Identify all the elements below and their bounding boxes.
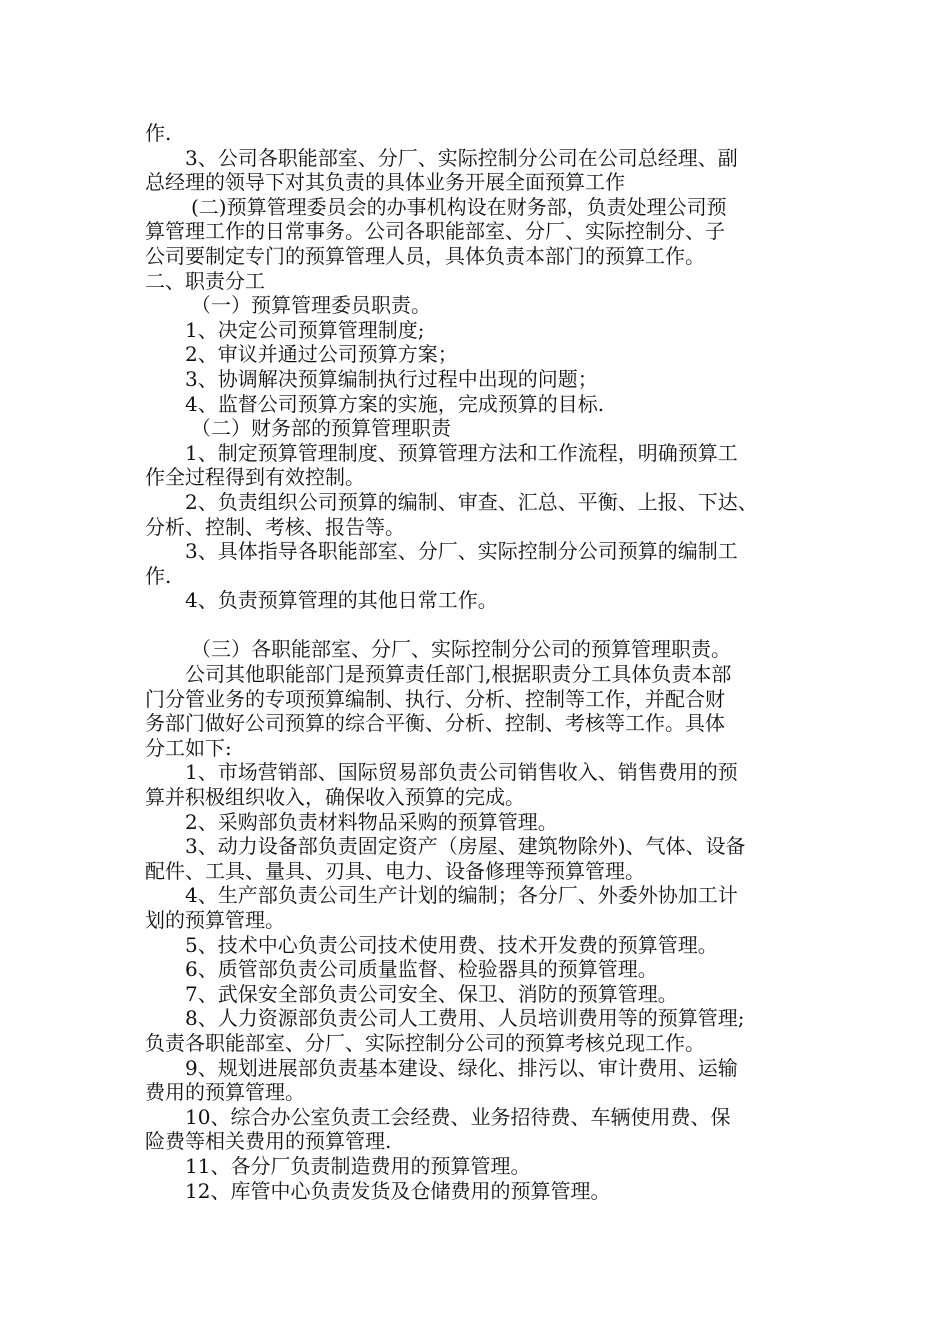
text-line: 门分管业务的专项预算编制、执行、分析、控制等工作，并配合财 [145,686,725,711]
text-line: 作. [145,563,172,588]
text-line: 4、监督公司预算方案的实施，完成预算的目标. [185,391,605,416]
text-line: 5、技术中心负责公司技术使用费、技术开发费的预算管理。 [185,932,718,957]
text-line: （一）预算管理委员职责。 [191,293,431,318]
text-line: 分工如下: [145,735,232,760]
text-line: 4、生产部负责公司生产计划的编制；各分厂、外委外协加工计 [185,883,738,908]
text-line: 配件、工具、量具、刃具、电力、设备修理等预算管理。 [145,858,645,883]
text-line: 2、负责组织公司预算的编制、审查、汇总、平衡、上报、下达、 [185,489,758,514]
text-line: 公司其他职能部门是预算责任部门,根据职责分工具体负责本部 [185,662,732,687]
text-line: 务部门做好公司预算的综合平衡、分析、控制、考核等工作。具体 [145,711,725,736]
text-line: 12、库管中心负责发货及仓储费用的预算管理。 [185,1178,611,1203]
text-line: 2、采购部负责材料物品采购的预算管理。 [185,809,558,834]
text-line: 二、职责分工 [145,268,265,293]
text-line: 公司要制定专门的预算管理人员，具体负责本部门的预算工作。 [145,243,705,268]
text-line: 3、公司各职能部室、分厂、实际控制分公司在公司总经理、副 [185,145,738,170]
text-line: 划的预算管理。 [145,908,285,932]
text-line: 费用的预算管理。 [145,1080,305,1105]
text-line: 算管理工作的日常事务。公司各职能部室、分厂、实际控制分、子 [145,219,725,244]
text-line: 3、具体指导各职能部室、分厂、实际控制分公司预算的编制工 [185,539,738,564]
text-line: 算并积极组织收入，确保收入预算的完成。 [145,785,525,810]
text-line: 4、负责预算管理的其他日常工作。 [185,588,498,613]
text-line: （三）各职能部室、分厂、实际控制分公司的预算管理职责。 [191,637,731,662]
text-line: 负责各职能部室、分厂、实际控制分公司的预算考核兑现工作。 [145,1030,705,1055]
text-line: 8、人力资源部负责公司人工费用、人员培训费用等的预算管理; [185,1006,745,1031]
text-line: 1、市场营销部、国际贸易部负责公司销售收入、销售费用的预 [185,760,738,785]
text-line: 10、综合办公室负责工会经费、业务招待费、车辆使用费、保 [185,1104,731,1129]
text-line: 7、武保安全部负责公司安全、保卫、消防的预算管理。 [185,981,678,1006]
text-line: 3、动力设备部负责固定资产（房屋、建筑物除外)、气体、设备 [185,834,746,859]
text-line: 作. [145,121,172,145]
text-line: 9、规划进展部负责基本建设、绿化、排污以、审计费用、运输 [185,1055,738,1080]
text-line: 险费等相关费用的预算管理. [145,1129,392,1154]
text-line: 3、协调解决预算编制执行过程中出现的问题； [185,366,598,391]
text-line: 作全过程得到有效控制。 [145,465,365,490]
document-page [145,121,825,1203]
text-line: 1、决定公司预算管理制度; [185,317,425,342]
text-line: （二）财务部的预算管理职责 [191,416,451,441]
blank-line [145,613,825,638]
text-line: 2、审议并通过公司预算方案； [185,342,458,367]
text-line: 11、各分厂负责制造费用的预算管理。 [185,1153,531,1178]
text-line: 分析、控制、考核、报告等。 [145,514,405,539]
text-line: 1、制定预算管理制度、预算管理方法和工作流程，明确预算工 [185,440,738,465]
text-line: 总经理的领导下对其负责的具体业务开展全面预算工作 [145,170,625,195]
text-line: 6、质管部负责公司质量监督、检验器具的预算管理。 [185,957,658,982]
text-line: (二)预算管理委员会的办事机构设在财务部，负责处理公司预 [191,194,727,219]
